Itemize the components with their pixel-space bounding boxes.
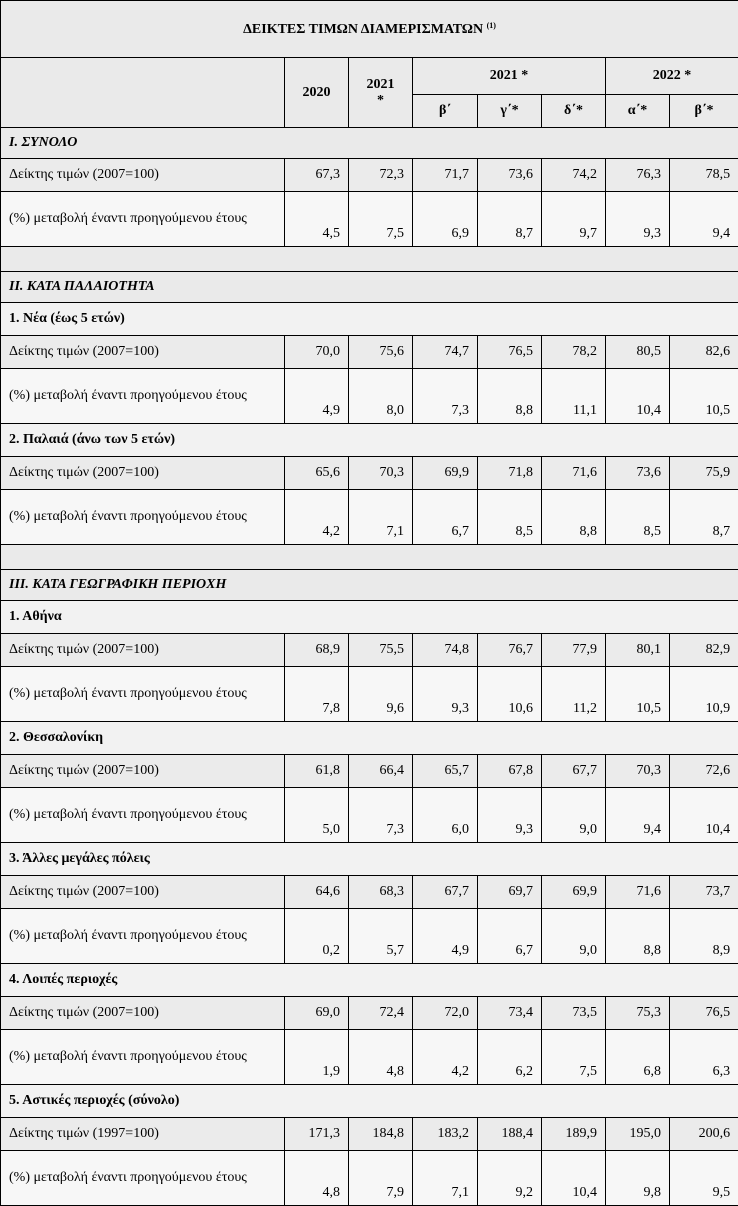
index-value: 77,9	[542, 634, 606, 667]
change-value: 0,2	[285, 909, 349, 964]
section-row	[1, 128, 738, 159]
index-value: 67,8	[478, 755, 542, 788]
row-label: (%) μεταβολή έναντι προηγούμενου έτους	[1, 369, 285, 424]
subsection-title: 1. Νέα (έως 5 ετών)	[1, 303, 738, 336]
index-value: 82,6	[670, 336, 738, 369]
change-value: 9,8	[606, 1151, 670, 1206]
section-title: III. ΚΑΤΑ ΓΕΩΓΡΑΦΙΚΗ ΠΕΡΙΟΧΗ	[1, 570, 738, 601]
section-title: I. ΣΥΝΟΛΟ	[1, 128, 738, 159]
section-title: II. ΚΑΤΑ ΠΑΛΑΙΟΤΗΤΑ	[1, 272, 738, 303]
change-row	[1, 909, 738, 964]
change-value: 4,2	[285, 490, 349, 545]
change-value: 9,3	[413, 667, 478, 722]
index-value: 183,2	[413, 1118, 478, 1151]
change-value: 7,8	[285, 667, 349, 722]
change-row	[1, 192, 738, 247]
row-label: Δείκτης τιμών (1997=100)	[1, 1118, 285, 1151]
subsection-title: 2. Θεσσαλονίκη	[1, 722, 738, 755]
index-value: 71,6	[606, 876, 670, 909]
row-label: (%) μεταβολή έναντι προηγούμενου έτους	[1, 1151, 285, 1206]
change-value: 8,0	[349, 369, 413, 424]
change-value: 8,8	[478, 369, 542, 424]
subsection-row	[1, 1085, 738, 1118]
change-value: 8,8	[542, 490, 606, 545]
index-row	[1, 634, 738, 667]
index-value: 61,8	[285, 755, 349, 788]
index-value: 75,5	[349, 634, 413, 667]
index-value: 76,5	[670, 997, 738, 1030]
index-value: 171,3	[285, 1118, 349, 1151]
subsection-title: 3. Άλλες μεγάλες πόλεις	[1, 843, 738, 876]
change-value: 1,9	[285, 1030, 349, 1085]
header-quarter: β΄*	[670, 95, 738, 128]
index-row	[1, 159, 738, 192]
change-row	[1, 667, 738, 722]
change-value: 10,4	[542, 1151, 606, 1206]
change-value: 5,0	[285, 788, 349, 843]
change-value: 9,3	[606, 192, 670, 247]
index-value: 184,8	[349, 1118, 413, 1151]
row-label: Δείκτης τιμών (2007=100)	[1, 336, 285, 369]
header-2021-star: *	[357, 93, 404, 109]
section-row	[1, 570, 738, 601]
index-row	[1, 876, 738, 909]
subsection-row	[1, 964, 738, 997]
index-value: 64,6	[285, 876, 349, 909]
row-label: (%) μεταβολή έναντι προηγούμενου έτους	[1, 667, 285, 722]
change-value: 7,3	[413, 369, 478, 424]
subsection-title: 2. Παλαιά (άνω των 5 ετών)	[1, 424, 738, 457]
index-row	[1, 997, 738, 1030]
index-row	[1, 755, 738, 788]
change-value: 9,0	[542, 788, 606, 843]
spacer-row	[1, 247, 738, 272]
index-value: 70,3	[606, 755, 670, 788]
header-quarter: γ΄*	[478, 95, 542, 128]
subsection-title: 1. Αθήνα	[1, 601, 738, 634]
change-value: 10,5	[670, 369, 738, 424]
change-value: 9,4	[670, 192, 738, 247]
index-value: 71,7	[413, 159, 478, 192]
change-row	[1, 490, 738, 545]
index-value: 73,4	[478, 997, 542, 1030]
index-value: 66,4	[349, 755, 413, 788]
index-row	[1, 336, 738, 369]
row-label: (%) μεταβολή έναντι προηγούμενου έτους	[1, 192, 285, 247]
index-value: 75,6	[349, 336, 413, 369]
change-value: 10,6	[478, 667, 542, 722]
change-value: 9,7	[542, 192, 606, 247]
index-value: 71,6	[542, 457, 606, 490]
change-value: 9,5	[670, 1151, 738, 1206]
change-value: 4,9	[413, 909, 478, 964]
row-label: Δείκτης τιμών (2007=100)	[1, 634, 285, 667]
index-value: 69,0	[285, 997, 349, 1030]
subsection-row	[1, 424, 738, 457]
change-value: 4,8	[349, 1030, 413, 1085]
subsection-title: 5. Αστικές περιοχές (σύνολο)	[1, 1085, 738, 1118]
spacer-cell	[1, 545, 738, 570]
index-value: 69,7	[478, 876, 542, 909]
change-value: 4,8	[285, 1151, 349, 1206]
index-value: 189,9	[542, 1118, 606, 1151]
header-2021	[349, 58, 413, 128]
change-value: 4,9	[285, 369, 349, 424]
index-value: 75,3	[606, 997, 670, 1030]
change-value: 7,1	[349, 490, 413, 545]
index-value: 68,3	[349, 876, 413, 909]
change-value: 8,8	[606, 909, 670, 964]
change-row	[1, 788, 738, 843]
change-row	[1, 369, 738, 424]
index-value: 67,3	[285, 159, 349, 192]
index-value: 75,9	[670, 457, 738, 490]
change-value: 6,7	[478, 909, 542, 964]
title-footnote: (1)	[487, 21, 496, 30]
index-row	[1, 1118, 738, 1151]
change-value: 9,0	[542, 909, 606, 964]
index-value: 78,5	[670, 159, 738, 192]
change-value: 6,0	[413, 788, 478, 843]
change-value: 6,7	[413, 490, 478, 545]
subsection-title: 4. Λοιπές περιοχές	[1, 964, 738, 997]
index-value: 200,6	[670, 1118, 738, 1151]
row-label: Δείκτης τιμών (2007=100)	[1, 876, 285, 909]
index-value: 74,8	[413, 634, 478, 667]
index-row	[1, 457, 738, 490]
index-value: 73,6	[478, 159, 542, 192]
row-label: (%) μεταβολή έναντι προηγούμενου έτους	[1, 909, 285, 964]
header-corner	[1, 58, 285, 128]
index-value: 80,1	[606, 634, 670, 667]
header-quarter: β΄	[413, 95, 478, 128]
index-value: 76,5	[478, 336, 542, 369]
change-value: 8,9	[670, 909, 738, 964]
index-value: 70,3	[349, 457, 413, 490]
header-2021-year: 2021	[357, 77, 404, 93]
change-value: 9,2	[478, 1151, 542, 1206]
index-value: 72,4	[349, 997, 413, 1030]
change-value: 11,2	[542, 667, 606, 722]
subsection-row	[1, 303, 738, 336]
header-quarter: δ΄*	[542, 95, 606, 128]
change-row	[1, 1151, 738, 1206]
change-value: 4,5	[285, 192, 349, 247]
index-value: 74,7	[413, 336, 478, 369]
row-label: Δείκτης τιμών (2007=100)	[1, 755, 285, 788]
change-value: 7,5	[349, 192, 413, 247]
subsection-row	[1, 843, 738, 876]
change-value: 8,5	[478, 490, 542, 545]
index-value: 76,7	[478, 634, 542, 667]
change-value: 10,5	[606, 667, 670, 722]
index-value: 72,6	[670, 755, 738, 788]
index-value: 188,4	[478, 1118, 542, 1151]
subsection-row	[1, 601, 738, 634]
change-value: 8,7	[478, 192, 542, 247]
index-value: 71,8	[478, 457, 542, 490]
change-value: 6,2	[478, 1030, 542, 1085]
row-label: Δείκτης τιμών (2007=100)	[1, 997, 285, 1030]
index-value: 68,9	[285, 634, 349, 667]
index-value: 73,6	[606, 457, 670, 490]
change-value: 7,3	[349, 788, 413, 843]
index-value: 74,2	[542, 159, 606, 192]
change-value: 6,8	[606, 1030, 670, 1085]
index-value: 73,5	[542, 997, 606, 1030]
row-label: (%) μεταβολή έναντι προηγούμενου έτους	[1, 788, 285, 843]
change-value: 11,1	[542, 369, 606, 424]
spacer-row	[1, 545, 738, 570]
change-value: 9,3	[478, 788, 542, 843]
index-value: 67,7	[413, 876, 478, 909]
change-value: 7,9	[349, 1151, 413, 1206]
change-value: 6,3	[670, 1030, 738, 1085]
change-value: 8,7	[670, 490, 738, 545]
change-value: 6,9	[413, 192, 478, 247]
table-title: ΔΕΙΚΤΕΣ ΤΙΜΩΝ ΔΙΑΜΕΡΙΣΜΑΤΩΝ	[243, 22, 483, 37]
header-2020: 2020	[285, 58, 349, 128]
change-value: 5,7	[349, 909, 413, 964]
index-value: 72,3	[349, 159, 413, 192]
index-value: 78,2	[542, 336, 606, 369]
row-label: (%) μεταβολή έναντι προηγούμενου έτους	[1, 1030, 285, 1085]
row-label: Δείκτης τιμών (2007=100)	[1, 457, 285, 490]
index-value: 65,7	[413, 755, 478, 788]
change-value: 10,9	[670, 667, 738, 722]
index-value: 80,5	[606, 336, 670, 369]
subsection-row	[1, 722, 738, 755]
change-value: 10,4	[606, 369, 670, 424]
header-group-2021: 2021 *	[413, 58, 606, 95]
change-value: 10,4	[670, 788, 738, 843]
spacer-cell	[1, 247, 738, 272]
change-value: 4,2	[413, 1030, 478, 1085]
change-value: 8,5	[606, 490, 670, 545]
change-value: 7,1	[413, 1151, 478, 1206]
index-value: 69,9	[542, 876, 606, 909]
index-value: 82,9	[670, 634, 738, 667]
table-body	[1, 128, 738, 1206]
index-value: 69,9	[413, 457, 478, 490]
table-title-cell	[1, 1, 738, 58]
header-group-2022: 2022 *	[606, 58, 738, 95]
change-value: 9,4	[606, 788, 670, 843]
change-value: 9,6	[349, 667, 413, 722]
index-value: 70,0	[285, 336, 349, 369]
row-label: (%) μεταβολή έναντι προηγούμενου έτους	[1, 490, 285, 545]
index-value: 73,7	[670, 876, 738, 909]
index-value: 76,3	[606, 159, 670, 192]
change-row	[1, 1030, 738, 1085]
index-value: 65,6	[285, 457, 349, 490]
index-value: 72,0	[413, 997, 478, 1030]
index-value: 195,0	[606, 1118, 670, 1151]
row-label: Δείκτης τιμών (2007=100)	[1, 159, 285, 192]
section-row	[1, 272, 738, 303]
change-value: 7,5	[542, 1030, 606, 1085]
header-quarter: α΄*	[606, 95, 670, 128]
index-value: 67,7	[542, 755, 606, 788]
